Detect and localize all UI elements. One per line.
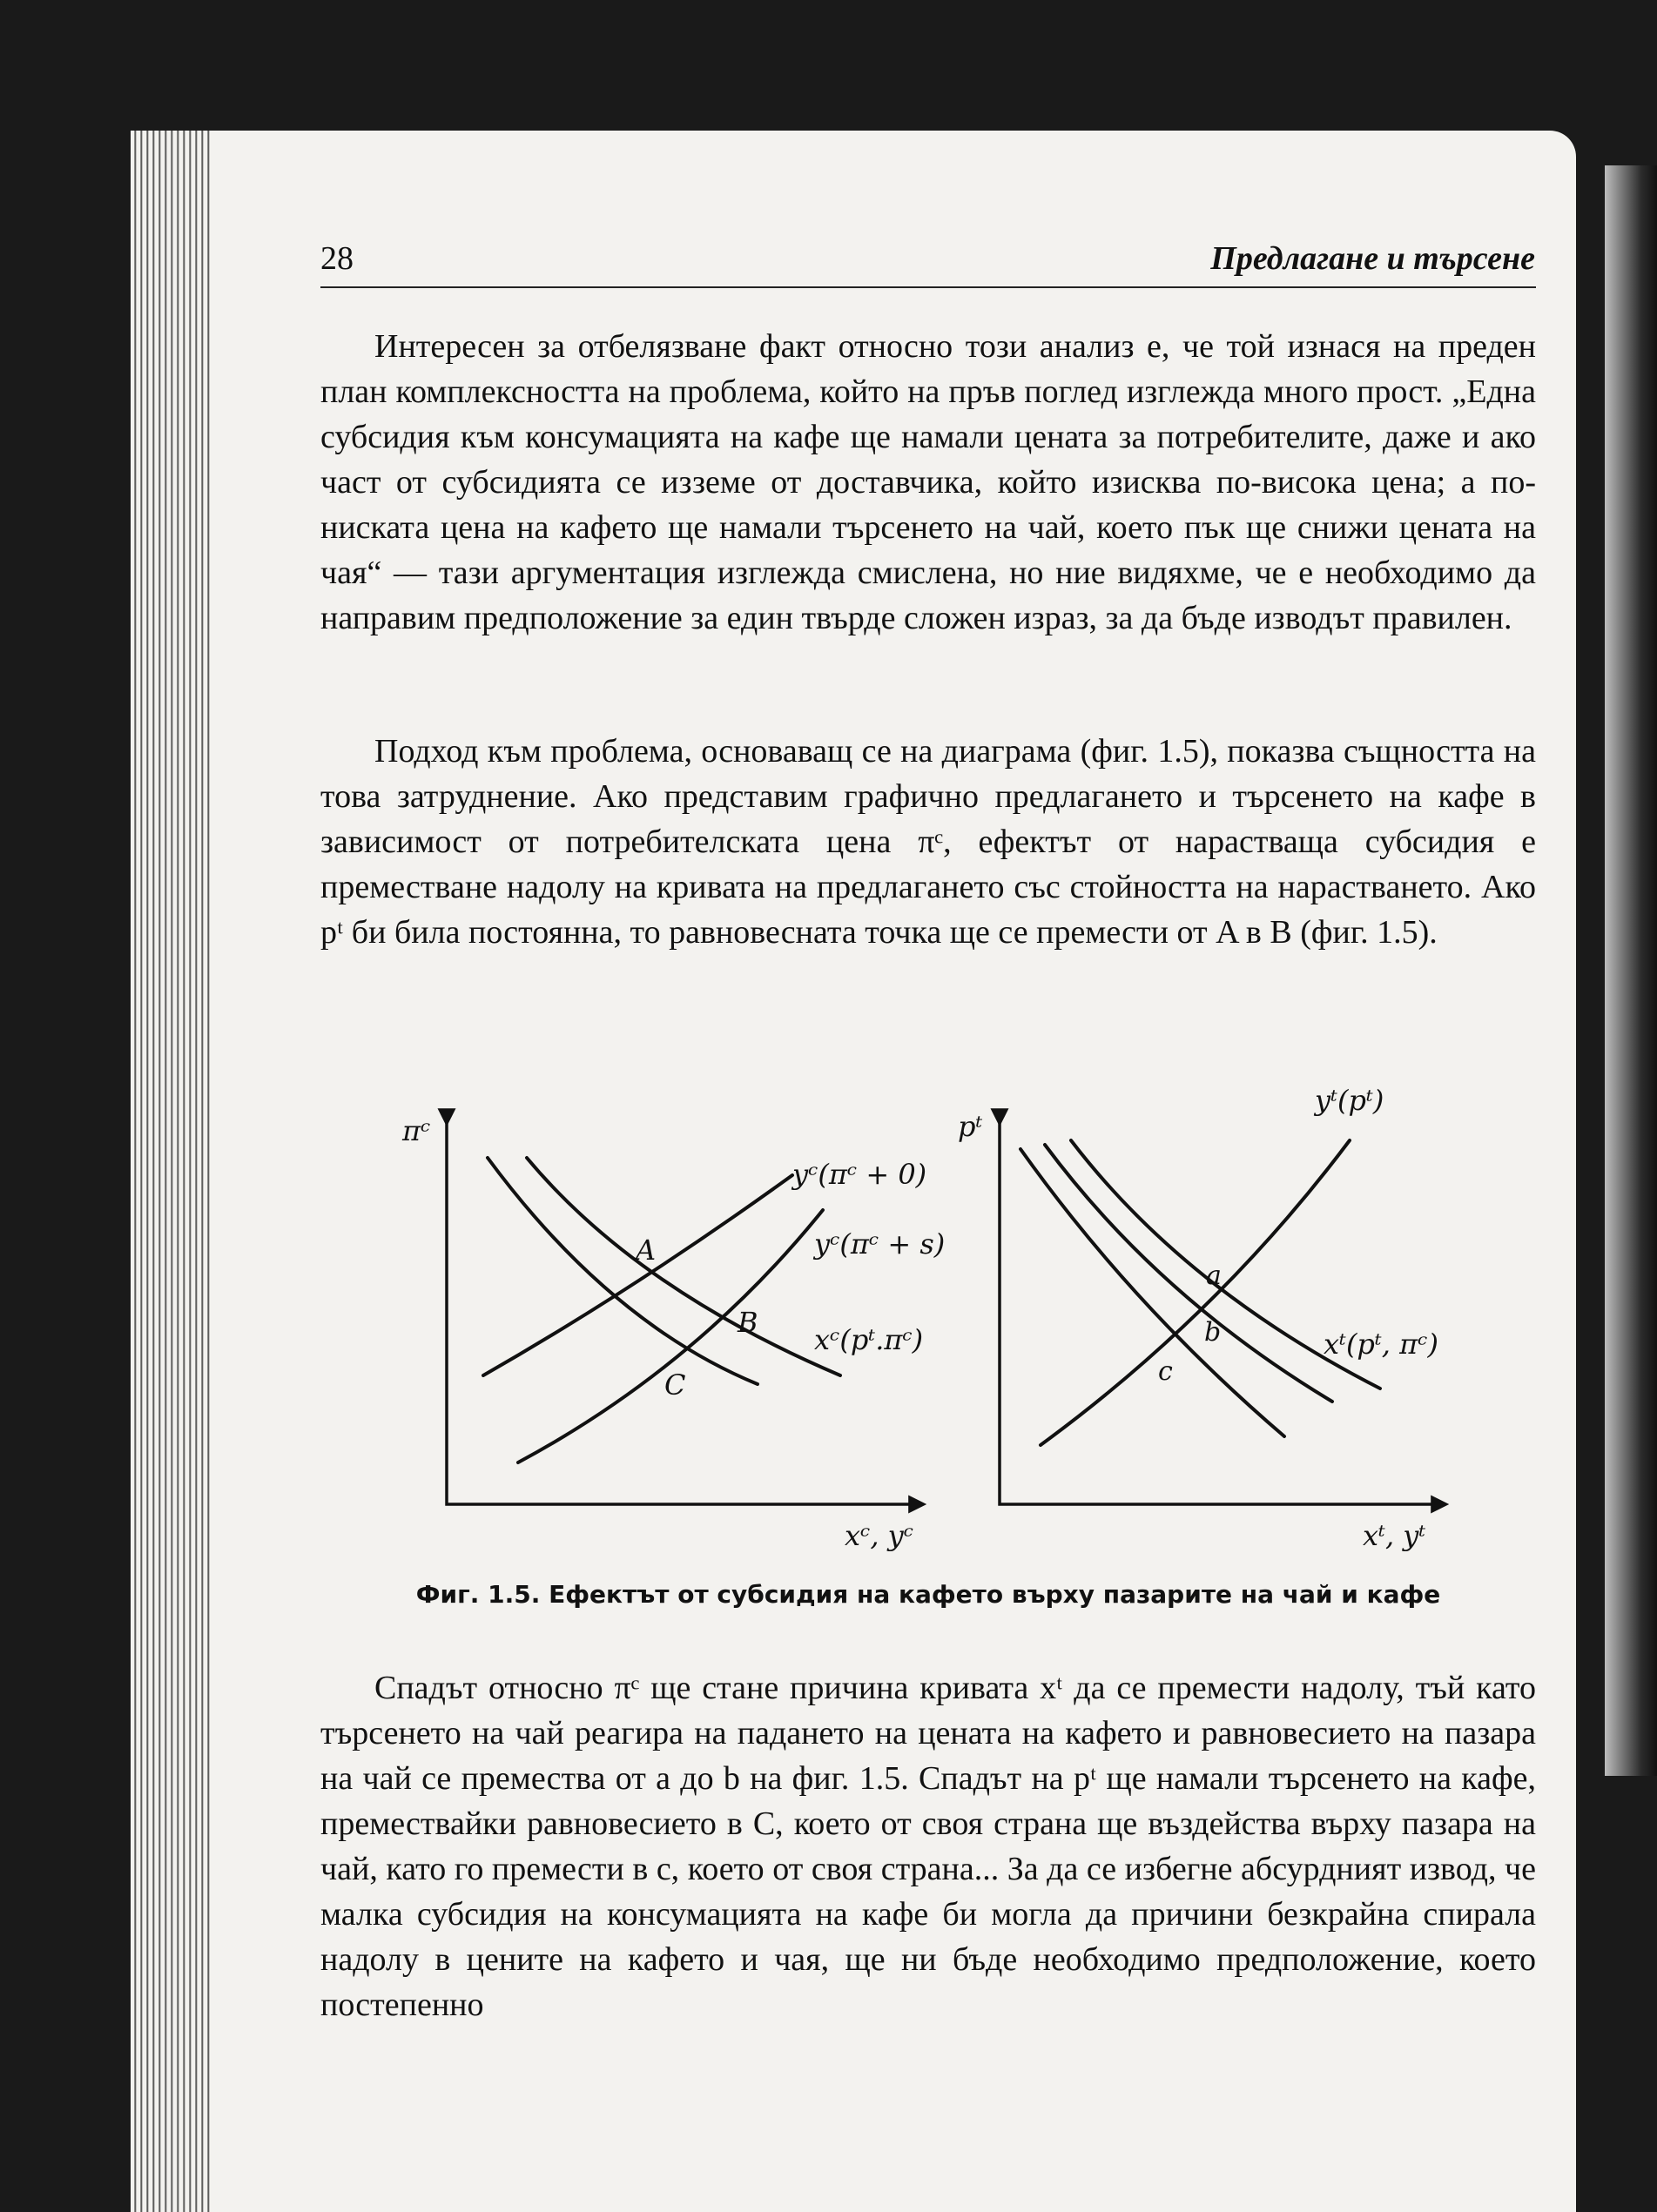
point-b: b bbox=[1204, 1317, 1222, 1348]
tea-demand-curve-c bbox=[1020, 1149, 1284, 1436]
tea-supply-label: yᵗ(pᵗ) bbox=[1315, 1084, 1384, 1117]
coffee-market-panel bbox=[401, 1114, 945, 1552]
page-number: 28 bbox=[320, 240, 354, 277]
running-head: Предлагане и търсене bbox=[1210, 240, 1535, 277]
tea-quantity-axis-label: xᵗ, yᵗ bbox=[1363, 1519, 1426, 1552]
book-page-edges bbox=[131, 131, 213, 2212]
tea-price-axis-label: pᵗ bbox=[958, 1110, 983, 1143]
point-c: c bbox=[1158, 1356, 1173, 1387]
figure-caption: Фиг. 1.5. Ефектът от субсидия на кафето върху пазарите на чай и кафе bbox=[415, 1580, 1441, 1609]
coffee-supply-label-s: yᶜ(πᶜ + s) bbox=[814, 1227, 946, 1261]
point-A: A bbox=[636, 1234, 657, 1267]
coffee-price-axis-label: πᶜ bbox=[402, 1114, 431, 1147]
binding-shadow bbox=[1605, 165, 1657, 1776]
tea-demand-curve-b bbox=[1045, 1145, 1332, 1402]
point-C: C bbox=[664, 1368, 686, 1402]
figure-1-5 bbox=[348, 1071, 1541, 1567]
coffee-supply-label-0: yᶜ(πᶜ + 0) bbox=[792, 1158, 927, 1191]
coffee-demand-label: xᶜ(pᵗ.πᶜ) bbox=[814, 1323, 924, 1356]
paragraph-2: Подход към проблема, основаващ се на диаграма (фиг. 1.5), показва същността на това затруднение. Ако представим графично предлагането и търсенето на кафе в зависимост от потребителската цена πᶜ, ефектът от нарастваща субсидия е преместване надолу на кривата на предлагането със стойността на нарастването. Ако pᵗ би била постоянна, то равновесната точка ще се премести от A в B (фиг. 1.5). bbox=[320, 733, 1536, 951]
tea-supply-curve bbox=[1041, 1140, 1350, 1445]
paragraph-3: Спадът относно πᶜ ще стане причина кривата xᵗ да се премести надолу, тъй като търсенето на чай реагира на падането на цената на кафето и равновесието на пазара на чай се премества от a до b на фиг. 1.5. Спадът на pᵗ ще намали търсенето на кафе, премествайки равновесието в C, което от своя страна ще въздейства върху пазара на чай, като го премести в c, което от своя страна... За да се избегне абсурдният извод, че малка субсидия на консумацията на кафе би могла да причини безкрайна спирала надолу в цените на кафето и чая, ще ни бъде необходимо предположение, което постепенно bbox=[320, 1670, 1536, 2023]
paragraph-1: Интересен за отбелязване факт относно този анализ е, че той изнася на преден план комплексността на проблема, който на пръв поглед изглежда много прост. „Една субсидия към консумацията на кафе ще намали цената за потребителите, даже и ако част от субсидията се изземе от доставчика, който изисква по-висока цена; а по-ниската цена на кафето ще намали търсенето на чай, което пък ще снижи цената на чая“ — тази аргументация изглежда смислена, но ние видяхме, че е необходимо да направим предположение за един твърде сложен израз, за да бъде изводът правилен. bbox=[320, 328, 1536, 636]
tea-axes bbox=[1000, 1123, 1445, 1504]
point-B: B bbox=[738, 1306, 758, 1339]
tea-market-panel bbox=[958, 1084, 1445, 1552]
tea-demand-label: xᵗ(pᵗ, πᶜ) bbox=[1324, 1328, 1438, 1361]
coffee-quantity-axis-label: xᶜ, yᶜ bbox=[845, 1519, 914, 1552]
point-a: a bbox=[1206, 1261, 1222, 1291]
header-rule bbox=[320, 286, 1536, 288]
coffee-supply-curve-0 bbox=[483, 1175, 792, 1375]
